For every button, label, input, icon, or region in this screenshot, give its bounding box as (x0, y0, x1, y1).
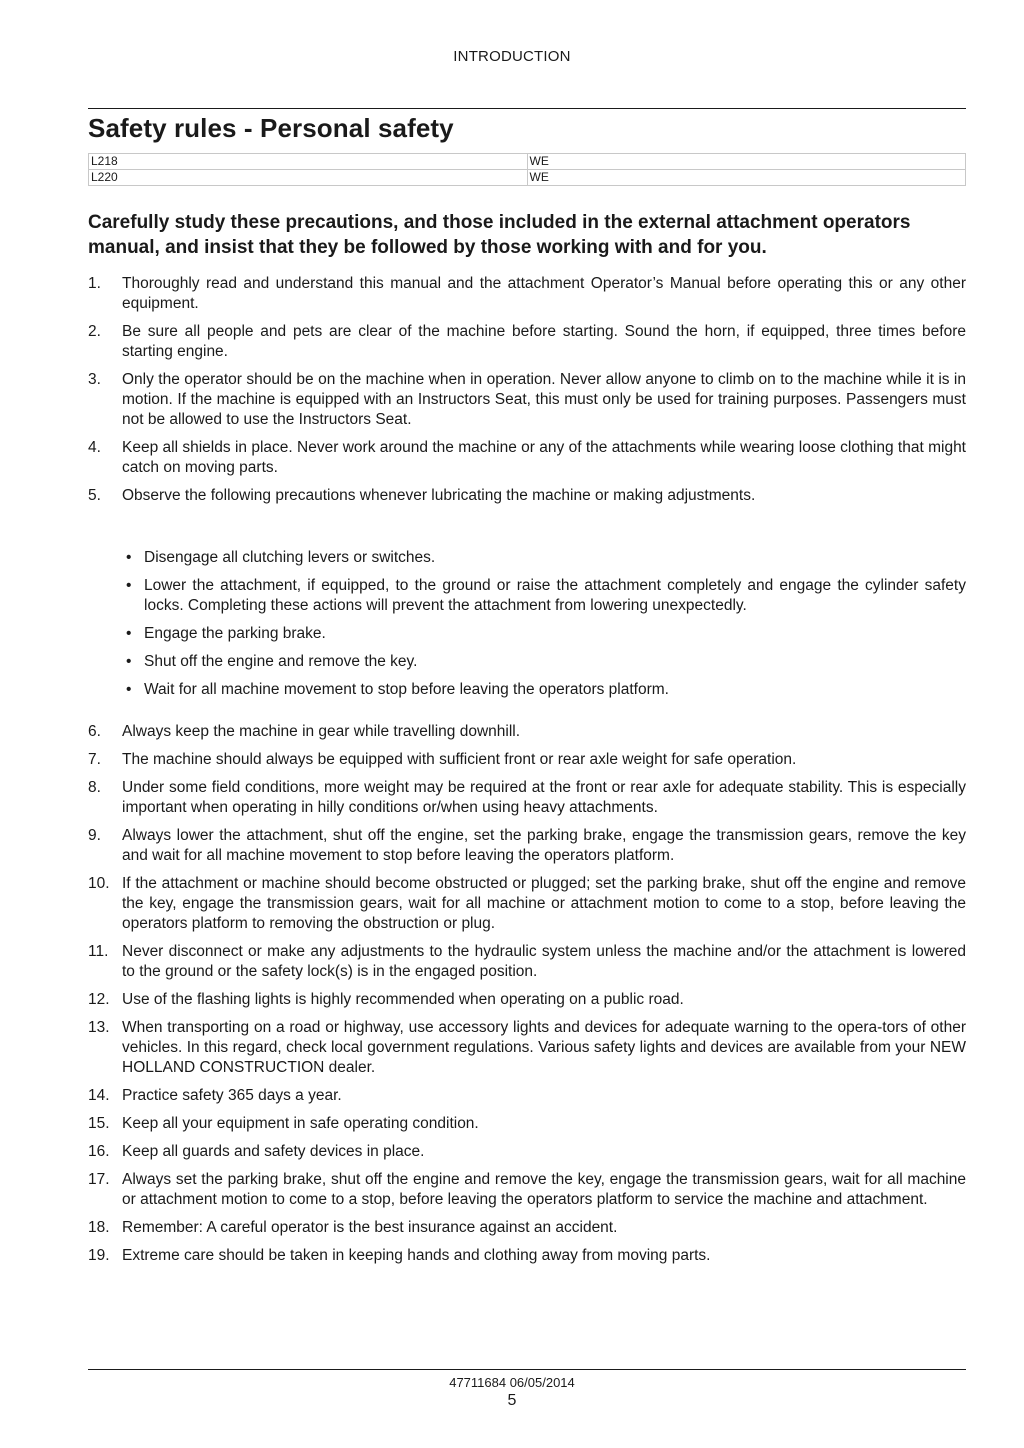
item-text: When transporting on a road or highway, use accessory lights and devices for adequate warning to the opera-tors of other vehicles. In this regard, check local government regulations. Various safety lights and devices are available from your NEW HOLLAND CONSTRUCTION dealer. (122, 1019, 966, 1076)
bullet-icon: • (126, 681, 132, 698)
list-item (88, 778, 966, 818)
bullet-text: Disengage all clutching levers or switches. (144, 549, 436, 566)
bullet-text: Shut off the engine and remove the key. (144, 653, 418, 670)
item-number: 18. (88, 1219, 110, 1236)
item-number: 12. (88, 991, 110, 1008)
item-number: 4. (88, 439, 101, 456)
page-title: Safety rules - Personal safety (88, 113, 454, 143)
list-item (88, 1018, 966, 1078)
bullet-item (122, 624, 966, 644)
document-reference: 47711684 06/05/2014 (449, 1375, 575, 1390)
item-number: 2. (88, 323, 101, 340)
list-item (88, 486, 966, 506)
item-text: The machine should always be equipped with sufficient front or rear axle weight for safe operation. (122, 751, 797, 768)
list-item (88, 1246, 966, 1266)
lead-paragraph: Carefully study these precautions, and those included in the external attachment operators manual, and insist that they be followed by those working with and for you. (88, 212, 911, 258)
list-item (88, 990, 966, 1010)
item-text: Never disconnect or make any adjustments to the hydraulic system unless the machine and/or the attachment is lowered to the ground or the safety lock(s) is in the engaged position. (122, 943, 966, 980)
list-item (88, 1114, 966, 1134)
list-item (88, 750, 966, 770)
list-item (88, 1218, 966, 1238)
item-text: If the attachment or machine should become obstructed or plugged; set the parking brake, shut off the engine and remove the key, engage the transmission gears, wait for all machine or attachment motion to come to a stop, before leaving the operators platform to removing the obstruction or plug. (122, 875, 966, 932)
item-text: Be sure all people and pets are clear of the machine before starting. Sound the horn, if equipped, three times before starting engine. (122, 323, 966, 360)
list-item (88, 826, 966, 866)
item-number: 11. (88, 943, 109, 960)
list-item (88, 1142, 966, 1162)
bullet-icon: • (126, 653, 132, 670)
item-text: Always keep the machine in gear while travelling downhill. (122, 723, 521, 740)
item-text: Always lower the attachment, shut off the engine, set the parking brake, engage the transmission gears, remove the key and wait for all machine movement to stop before leaving the operators platform. (122, 827, 966, 864)
item-number: 3. (88, 371, 101, 388)
table-row (89, 170, 966, 186)
item-number: 14. (88, 1087, 110, 1104)
item-number: 8. (88, 779, 101, 796)
model-table (88, 153, 966, 186)
list-item (88, 438, 966, 478)
item-text: Remember: A careful operator is the best insurance against an accident. (122, 1219, 618, 1236)
safety-rules-list (88, 274, 966, 1274)
bullet-text: Wait for all machine movement to stop before leaving the operators platform. (144, 681, 669, 698)
bullet-icon: • (126, 577, 132, 594)
page-number: 5 (507, 1392, 517, 1409)
model-cell: L218 (89, 154, 528, 170)
market-cell: WE (527, 170, 966, 186)
item-text: Observe the following precautions whenever lubricating the machine or making adjustments. (122, 487, 756, 504)
bullet-text: Engage the parking brake. (144, 625, 326, 642)
item-number: 5. (88, 487, 101, 504)
item-number: 1. (88, 275, 101, 292)
item-text: Keep all guards and safety devices in place. (122, 1143, 425, 1160)
lubrication-precautions-list (122, 548, 966, 700)
table-row (89, 154, 966, 170)
list-item (88, 370, 966, 430)
item-number: 15. (88, 1115, 110, 1132)
item-text: Extreme care should be taken in keeping hands and clothing away from moving parts. (122, 1247, 711, 1264)
running-header: INTRODUCTION (453, 48, 571, 65)
bullet-item (122, 576, 966, 616)
list-item (88, 1086, 966, 1106)
bullet-icon: • (126, 625, 132, 642)
bullet-text: Lower the attachment, if equipped, to the ground or raise the attachment completely and engage the cylinder safety locks. Completing these actions will prevent the attachment from lowering unexpectedly. (144, 577, 966, 614)
item-text: Thoroughly read and understand this manual and the attachment Operator’s Manual before operating this or any other equipment. (122, 275, 966, 312)
bullet-icon: • (126, 549, 132, 566)
list-item (88, 942, 966, 982)
list-item (88, 722, 966, 742)
item-number: 17. (88, 1171, 110, 1188)
item-number: 9. (88, 827, 101, 844)
list-item (88, 322, 966, 362)
item-text: Under some field conditions, more weight may be required at the front or rear axle for adequate stability. This is especially important when operating in hilly conditions or/when using heavy attachments. (122, 779, 966, 816)
item-text: Use of the flashing lights is highly recommended when operating on a public road. (122, 991, 684, 1008)
list-item (88, 874, 966, 934)
item-text: Keep all your equipment in safe operating condition. (122, 1115, 479, 1132)
item-number: 7. (88, 751, 101, 768)
item-text: Always set the parking brake, shut off the engine and remove the key, engage the transmission gears, wait for all machine or attachment motion to come to a stop, before leaving the operators platform to service the machine and attachment. (122, 1171, 966, 1208)
market-cell: WE (527, 154, 966, 170)
footer-rule (88, 1369, 966, 1370)
item-number: 6. (88, 723, 101, 740)
item-text: Keep all shields in place. Never work around the machine or any of the attachments while wearing loose clothing that might catch on moving parts. (122, 439, 966, 476)
item-text: Only the operator should be on the machine when in operation. Never allow anyone to climb on to the machine while it is in motion. If the machine is equipped with an Instructors Seat, this must only be used for training purposes. Passengers must not be allowed to use the Instructors Seat. (122, 371, 966, 428)
item-text: Practice safety 365 days a year. (122, 1087, 342, 1104)
item-number: 19. (88, 1247, 110, 1264)
bullet-item (122, 548, 966, 568)
item-number: 10. (88, 875, 110, 892)
list-item (88, 1170, 966, 1210)
header-rule (88, 108, 966, 109)
bullet-item (122, 680, 966, 700)
item-number: 13. (88, 1019, 110, 1036)
bullet-item (122, 652, 966, 672)
list-item (88, 274, 966, 314)
model-cell: L220 (89, 170, 528, 186)
item-number: 16. (88, 1143, 110, 1160)
